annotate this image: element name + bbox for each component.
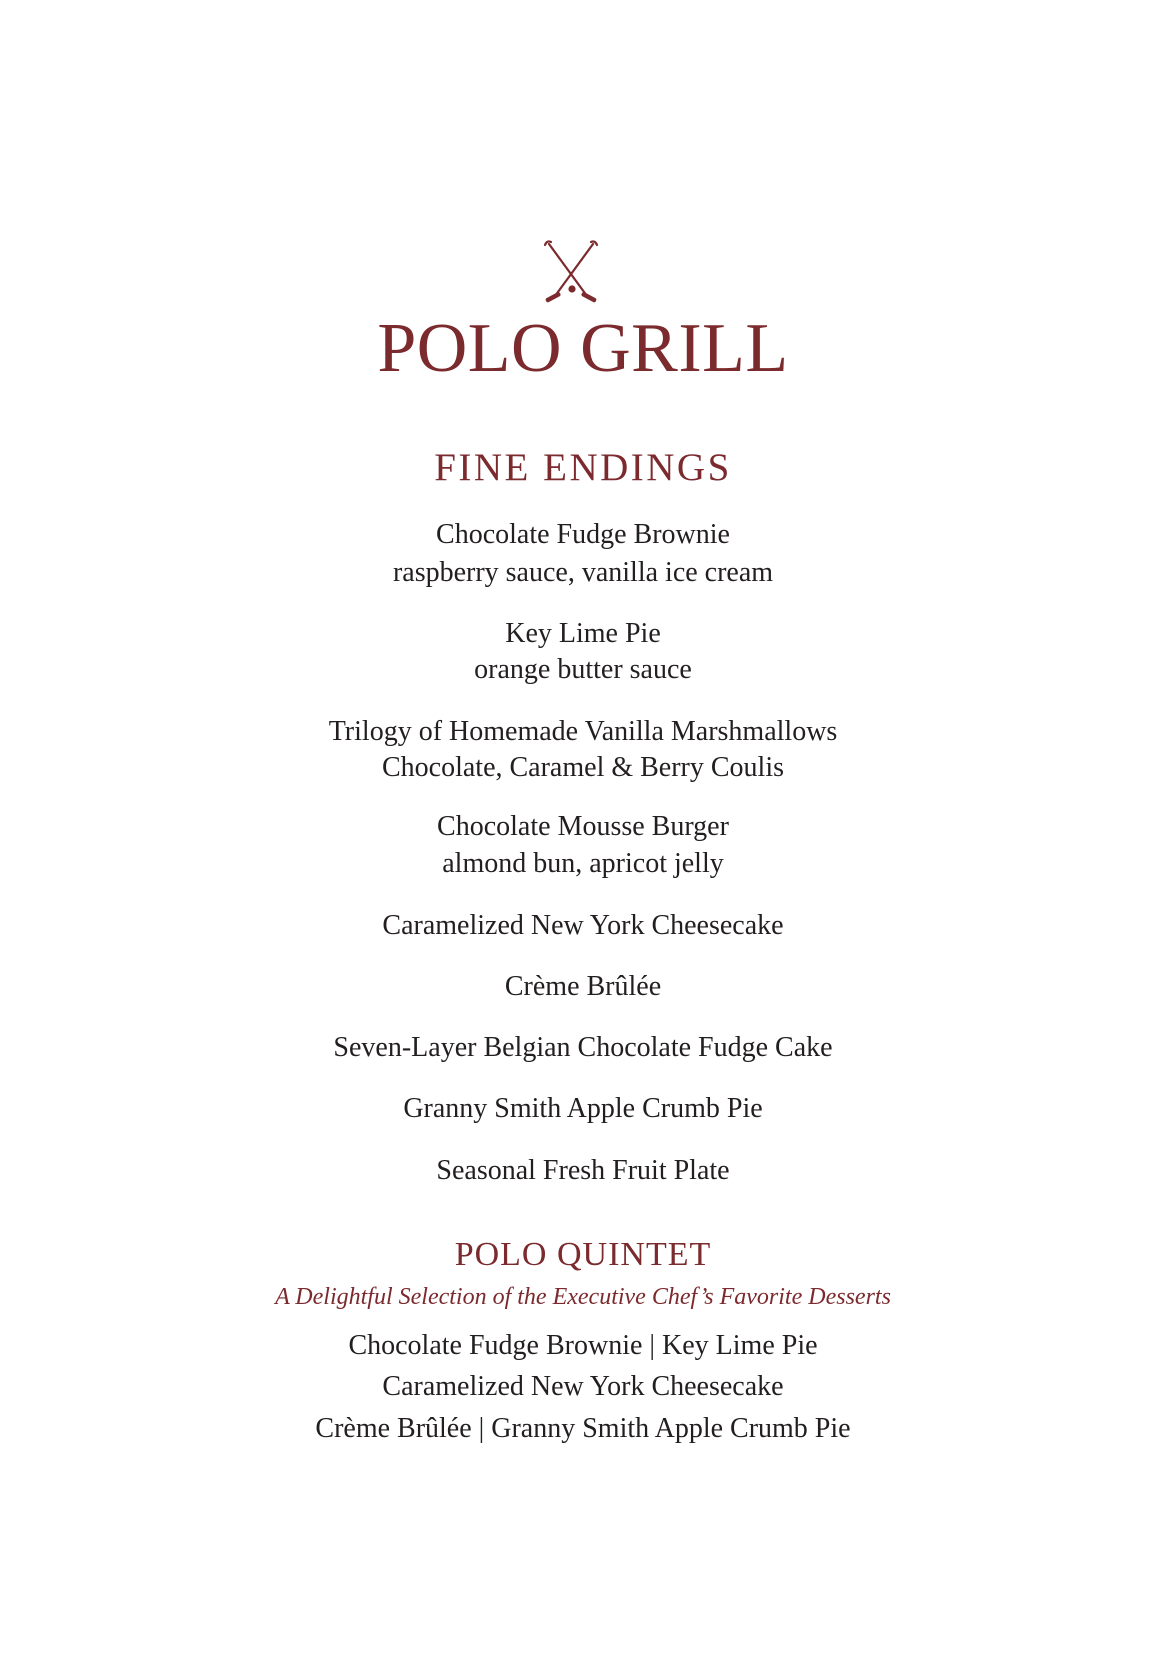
quintet-line: Crème Brûlée | Granny Smith Apple Crumb Pie <box>315 1413 851 1444</box>
menu-item-name: Seven-Layer Belgian Chocolate Fudge Cake <box>333 1032 833 1063</box>
menu-item-description: raspberry sauce, vanilla ice cream <box>392 557 774 588</box>
crossed-polo-mallets-icon <box>541 236 601 306</box>
menu-item-description: orange butter sauce <box>474 654 692 685</box>
menu-item-name: Seasonal Fresh Fruit Plate <box>436 1155 730 1186</box>
menu-item-name: Key Lime Pie <box>505 618 661 649</box>
menu-item-name: Trilogy of Homemade Vanilla Marshmallows <box>328 716 838 747</box>
menu-item-name: Caramelized New York Cheesecake <box>382 910 784 941</box>
restaurant-name: POLO GRILL <box>377 310 789 387</box>
quintet-line: Caramelized New York Cheesecake <box>382 1371 784 1402</box>
menu-item-name: Crème Brûlée <box>504 971 662 1002</box>
menu-item-description: almond bun, apricot jelly <box>442 848 724 879</box>
menu-item-name: Chocolate Mousse Burger <box>437 811 729 842</box>
section-title-fine-endings: FINE ENDINGS <box>434 446 732 489</box>
section-title-polo-quintet: POLO QUINTET <box>454 1236 712 1273</box>
menu-item-name: Granny Smith Apple Crumb Pie <box>403 1093 763 1124</box>
quintet-line: Chocolate Fudge Brownie | Key Lime Pie <box>348 1330 818 1361</box>
menu-item-name: Chocolate Fudge Brownie <box>436 519 730 550</box>
menu-item-description: Chocolate, Caramel & Berry Coulis <box>381 752 785 783</box>
section-tagline: A Delightful Selection of the Executive Chef’s Favorite Desserts <box>275 1284 891 1310</box>
